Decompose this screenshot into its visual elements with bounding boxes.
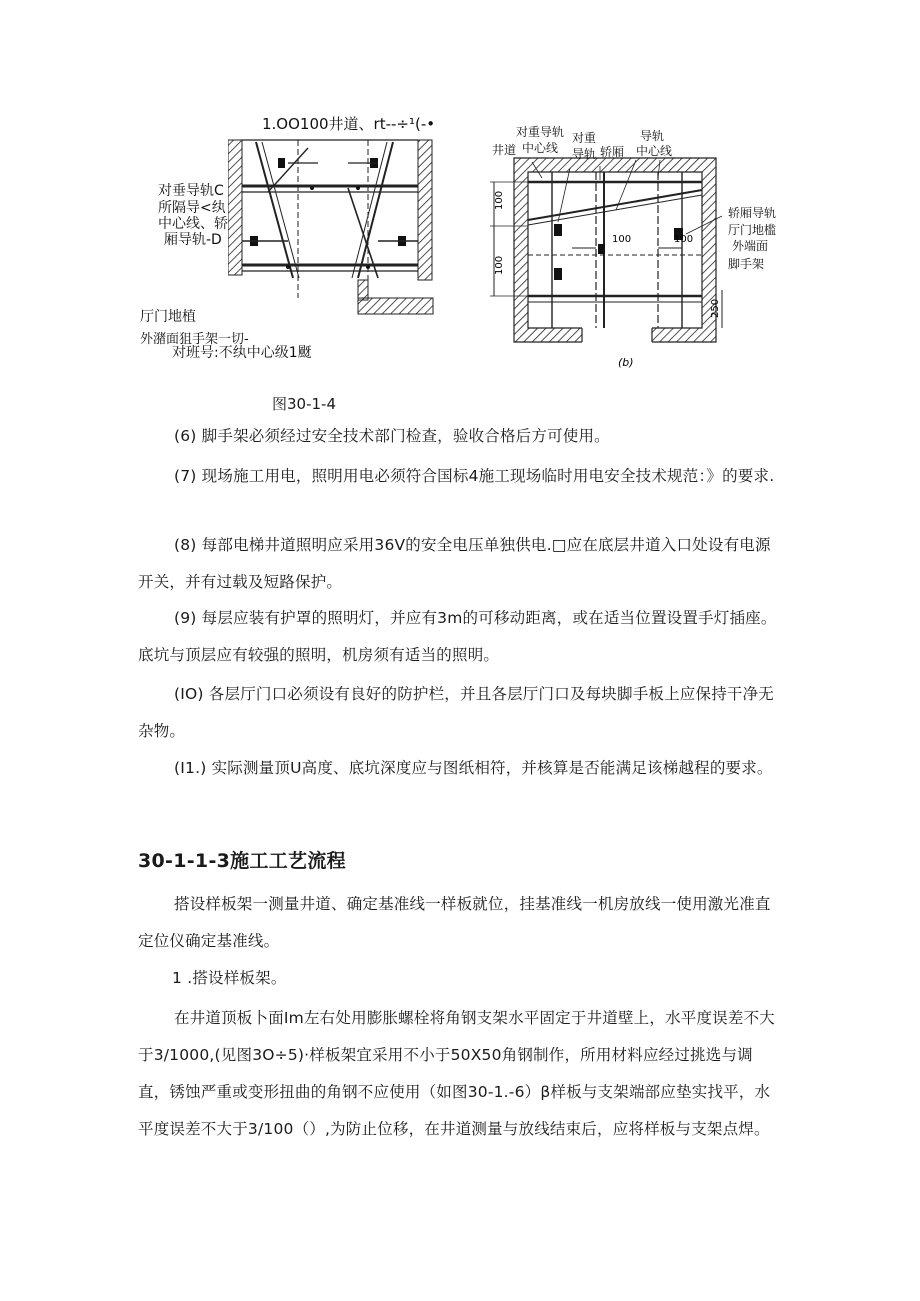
dim-250: 250 [710, 298, 721, 318]
sublabel-b: (b) [618, 356, 634, 369]
right-side-scaffold: 脚手架 [728, 257, 765, 271]
left-bottom-2: 外潴面狙手架一切- [140, 332, 249, 347]
right-label-centerline-1: 中心线 [522, 141, 559, 155]
left-label-4: 厢导轨-D [164, 232, 222, 248]
right-label-cwt-rail: 对重导轨 [516, 125, 565, 139]
item-9: (9) 每层应装有护罩的照明灯，并应有3m的可移动距离，或在适当位置设置手灯插座。底坑与顶层应有较强的照明，机房须有适当的照明。 [138, 609, 777, 664]
right-label-centerline-2: 中心线 [636, 144, 673, 158]
shaft-diagram-right [486, 150, 726, 375]
right-side-car-rail: 轿厢导轨 [728, 206, 777, 220]
figure-caption: 图30-1-4 [272, 395, 336, 413]
section-heading: 30-1-1-3施工工艺流程 [138, 850, 346, 872]
dim-100-inner-2: 100 [674, 234, 694, 245]
item-11: (I1.) 实际测量顶U高度、底坑深度应与图纸相符，并核算是否能满足该梯越程的要求。 [174, 759, 773, 777]
right-label-cwt: 对重 [572, 131, 597, 145]
left-label-2: 所隔导<纨 [158, 200, 226, 216]
left-label-1: 对垂导轨C [158, 183, 224, 199]
item-7: (7) 现场施工用电，照明用电必须符合国标4施工现场临时用电安全技术规范：》的要求. [174, 467, 775, 485]
right-label-rail-2: 导轨 [640, 129, 665, 143]
dim-100-left-2: 100 [494, 255, 505, 275]
step-1-body: 在井道顶板卜面Im左右处用膨胀螺栓将角钢支架水平固定于井道壁上，水平度误差不大于3/1000,(见图3O÷5)·样板架宜采用不小于50X50角钢制作，所用材料应经过挑选与调直，锈蚀严重或变形扭曲的角钢不应使用（如图30-1.-6）β样板与支架端部应垫实找平，水平度误差不大于3/100（）,为防止位移，在井道测量与放线结束后，应将样板与支架点焊。 [138, 1009, 775, 1138]
shaft-diagram-left [228, 128, 438, 328]
item-10: (IO) 各层厅门口必须设有良好的防护栏，并且各层厅门口及每块脚手板上应保持干净无杂物。 [138, 685, 774, 740]
step-1-title: 1 .搭设样板架。 [172, 969, 287, 987]
right-side-door-sill: 厅门地槛 [728, 223, 777, 237]
item-8: (8) 每部电梯井道照明应采用36V的安全电压单独供电.□应在底层井道入口处设有电源开关，并有过载及短路保护。 [138, 536, 771, 591]
right-label-shaft: 井道 [492, 143, 517, 157]
left-top-label: 1.OO100井道、rt--÷¹(-• [262, 115, 436, 133]
right-label-car: 轿厢 [600, 145, 625, 159]
item-6: (6) 脚手架必须经过安全技术部门检查，验收合格后方可使用。 [174, 427, 610, 445]
left-bottom-3: 对班号:不纨中心级1颬 [172, 345, 312, 361]
dim-100-inner-1: 100 [612, 234, 632, 245]
dim-100-left-1: 100 [494, 190, 505, 210]
flow-text: 搭设样板架一测量井道、确定基准线一样板就位，挂基准线一机房放线一使用激光准直定位仪确定基准线。 [138, 895, 771, 950]
left-label-3: 中心线、轿 [158, 216, 228, 232]
right-label-rail-1: 导轨 [572, 147, 597, 161]
right-side-outer-face: 外端面 [732, 239, 769, 253]
left-bottom-1: 厅门地植 [140, 309, 196, 325]
